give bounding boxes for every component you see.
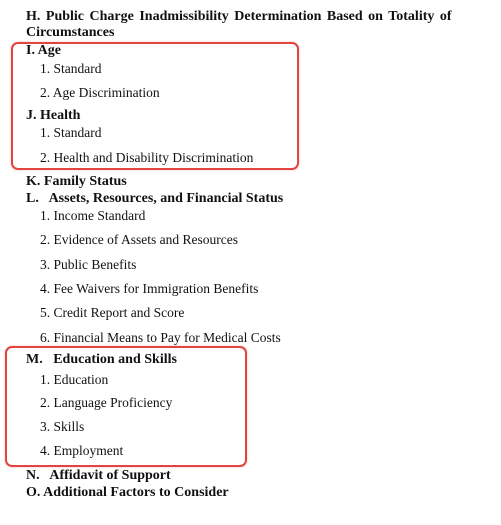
section-o-title: O. Additional Factors to Consider (26, 485, 229, 500)
section-j-item-1: 1. Standard (40, 125, 102, 140)
section-l-item-4: 4. Fee Waivers for Immigration Benefits (40, 281, 259, 296)
section-j-title: J. Health (26, 108, 81, 123)
section-l-title: L. Assets, Resources, and Financial Status (26, 191, 284, 206)
section-m-item-2: 2. Language Proficiency (40, 395, 173, 410)
section-l-item-6: 6. Financial Means to Pay for Medical Costs (40, 330, 281, 345)
section-l-item-1: 1. Income Standard (40, 208, 146, 223)
section-l-item-2: 2. Evidence of Assets and Resources (40, 232, 238, 247)
highlight-box-education-skills (5, 346, 247, 467)
section-n-title: N. Affidavit of Support (26, 468, 171, 483)
section-l-item-3: 3. Public Benefits (40, 257, 137, 272)
section-j-item-2: 2. Health and Disability Discrimination (40, 150, 254, 165)
section-m-title: M. Education and Skills (26, 352, 177, 367)
section-h-title: H. Public Charge Inadmissibility Determination Based on Totality of (26, 9, 452, 24)
section-i-item-2: 2. Age Discrimination (40, 85, 160, 100)
section-i-title: I. Age (26, 43, 61, 58)
highlight-box-age-health (11, 42, 299, 170)
section-m-item-4: 4. Employment (40, 443, 124, 458)
section-k-title: K. Family Status (26, 174, 127, 189)
section-i-item-1: 1. Standard (40, 61, 102, 76)
section-m-item-3: 3. Skills (40, 419, 85, 434)
section-m-item-1: 1. Education (40, 372, 109, 387)
section-l-item-5: 5. Credit Report and Score (40, 305, 185, 320)
section-h-title-continued: Circumstances (26, 25, 115, 40)
